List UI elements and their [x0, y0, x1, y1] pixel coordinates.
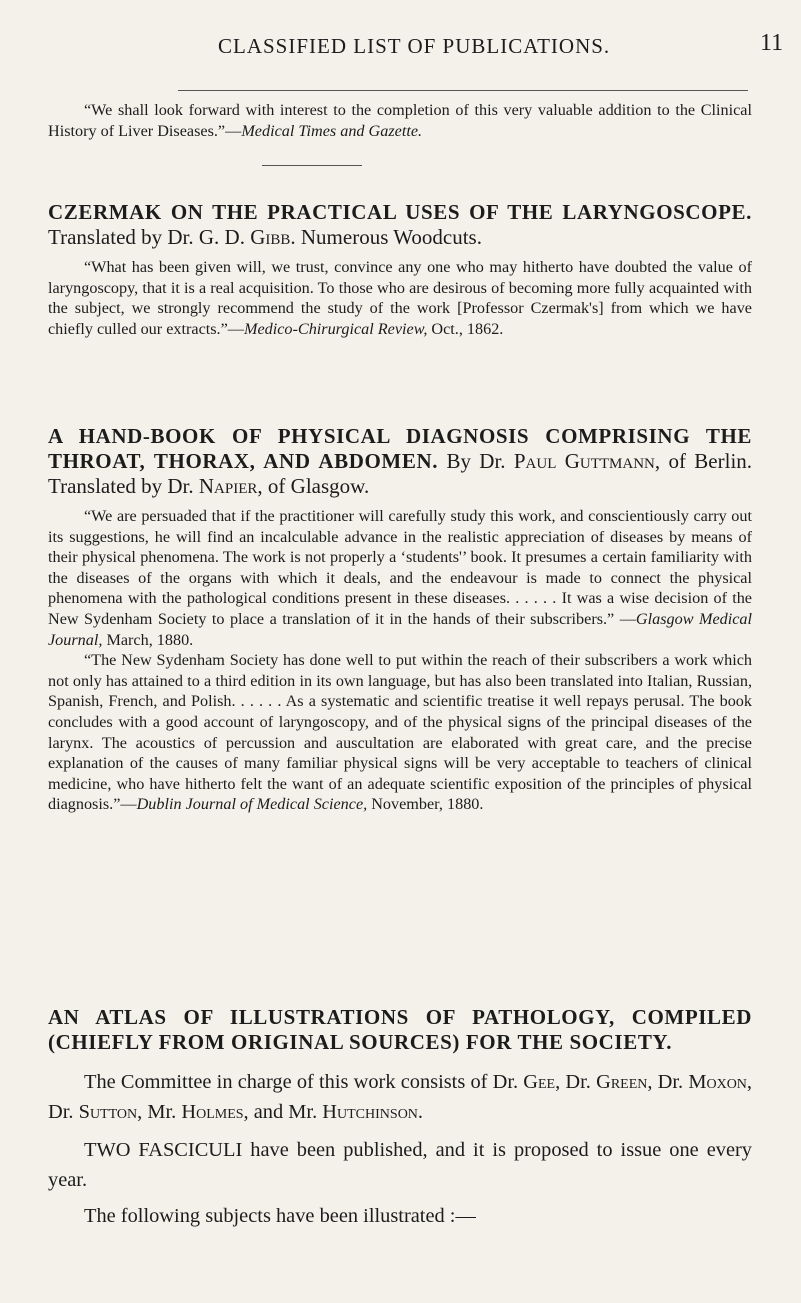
atlas-member-6-prefix: and Mr.	[253, 1101, 318, 1123]
czermak-review-date: Oct., 1862.	[431, 319, 504, 338]
atlas-fasciculi-lead: TWO FASCICULI	[84, 1139, 243, 1161]
atlas-member-6: Hutchinson.	[322, 1101, 424, 1123]
czermak-desc-suffix: Numerous Woodcuts.	[300, 225, 482, 249]
atlas-committee	[48, 1067, 752, 1127]
handbook-review-2-source: Dublin Journal of Medical Science,	[136, 795, 368, 814]
atlas-entry	[48, 1005, 752, 1231]
handbook-translator: Napier,	[198, 474, 263, 498]
czermak-entry	[48, 200, 752, 339]
handbook-author: Paul Guttmann,	[513, 449, 661, 473]
handbook-entry	[48, 424, 752, 815]
handbook-review-1	[48, 506, 752, 650]
czermak-title: CZERMAK ON THE PRACTICAL USES OF THE LARYNGOSCOPE.	[48, 200, 752, 224]
czermak-desc-prefix: Translated by Dr. G. D.	[48, 225, 245, 249]
atlas-member-5: Holmes,	[181, 1101, 249, 1123]
running-title: CLASSIFIED LIST OF PUBLICATIONS.	[218, 34, 611, 58]
atlas-fasciculi-rest: have been published, and it is proposed to issue one every year.	[48, 1139, 752, 1191]
atlas-title: AN ATLAS OF ILLUSTRATIONS OF PATHOLOGY, COMPILED (CHIEFLY FROM ORIGINAL SOURCES) FOR THE SOCIETY.	[48, 1005, 752, 1054]
atlas-member-2: Green,	[596, 1071, 653, 1093]
liver-review-text: “We shall look forward with interest to the completion of this very valuable addition to the Clinical History of Liver Diseases.”—	[48, 101, 752, 140]
handbook-review-2	[48, 650, 752, 815]
handbook-translator-suffix: of Glasgow.	[267, 474, 370, 498]
atlas-member-3-prefix: Dr.	[657, 1071, 684, 1093]
handbook-author-suffix: of Berlin. Translated by Dr.	[48, 449, 753, 498]
handbook-review-1-date: March, 1880.	[106, 630, 194, 649]
handbook-review-2-date: November, 1880.	[371, 795, 484, 814]
handbook-heading	[48, 424, 752, 499]
atlas-member-4-prefix: Dr.	[48, 1101, 74, 1123]
atlas-member-1: Gee,	[523, 1071, 561, 1093]
atlas-heading	[48, 1005, 752, 1055]
czermak-review	[48, 257, 752, 339]
atlas-member-3: Moxon,	[688, 1071, 753, 1093]
czermak-heading	[48, 200, 752, 250]
handbook-review-2-text: “The New Sydenham Society has done well to put within the reach of their subscribers a work which not only has attained to a third edition in its own language, but has also been translated into Italian, Russian, Spanish, French, and Polish. . . . . . As a systematic and scientific treatise it well repays perusal. The book concludes with a good account of laryngoscopy, and of the physical signs of the principal diseases of the larynx. The acoustics of percussion and auscultation are elaborated with great care, and the precise explanation of the causes of many familiar physical signs will be very acceptable to teachers of clinical medicine, who have hitherto felt the want of an adequate scientific exposition of the principles of physical diagnosis.”—	[48, 651, 752, 814]
atlas-subjects-intro: The following subjects have been illustrated :—	[84, 1205, 476, 1227]
liver-review-quote	[48, 100, 752, 141]
section-divider	[262, 165, 362, 166]
liver-review-block	[48, 100, 752, 141]
czermak-translator: Gibb.	[250, 225, 296, 249]
atlas-member-4: Sutton,	[78, 1101, 143, 1123]
atlas-member-5-prefix: Mr.	[147, 1101, 177, 1123]
page-number: 11	[760, 30, 784, 56]
handbook-review-1-source: Glasgow Medical Journal,	[48, 609, 753, 649]
running-head	[0, 26, 801, 66]
handbook-review-1-text: “We are persuaded that if the practitioner will carefully study this work, and conscientiously carry out its suggestions, he will find an incalculable advance in the realistic appreciation of diseases by means of their physical phenomena. The work is not properly a ‘students'’ book. It presumes a certain familiarity with the diseases of the organs with which it deals, and the endeavour is made to connect the physical phenomena with the pathological conditions present in these diseases. . . . . . It was a wise decision of the New Sydenham Society to place a translation of it in the hands of their subscribers.” —	[48, 507, 752, 628]
liver-review-source: Medical Times and Gazette.	[241, 121, 423, 140]
atlas-fasciculi	[48, 1135, 752, 1195]
atlas-member-2-prefix: Dr.	[565, 1071, 591, 1093]
handbook-title: A HAND-BOOK OF PHYSICAL DIAGNOSIS COMPRISING THE THROAT, THORAX, AND ABDOMEN.	[48, 424, 752, 473]
header-rule	[178, 90, 748, 91]
handbook-by: By Dr.	[446, 449, 506, 473]
atlas-committee-prefix: The Committee in charge of this work consists of Dr.	[84, 1071, 519, 1093]
czermak-review-source: Medico-Chirurgical Review,	[243, 319, 428, 338]
czermak-review-text: “What has been given will, we trust, convince any one who may hitherto have doubted the value of laryngoscopy, that it is a real acquisition. To those who are desirous of becoming more fully acquainted with the subject, we strongly recommend the study of the work [Professor Czermak's] from which we have chiefly culled our extracts.”—	[48, 258, 752, 338]
